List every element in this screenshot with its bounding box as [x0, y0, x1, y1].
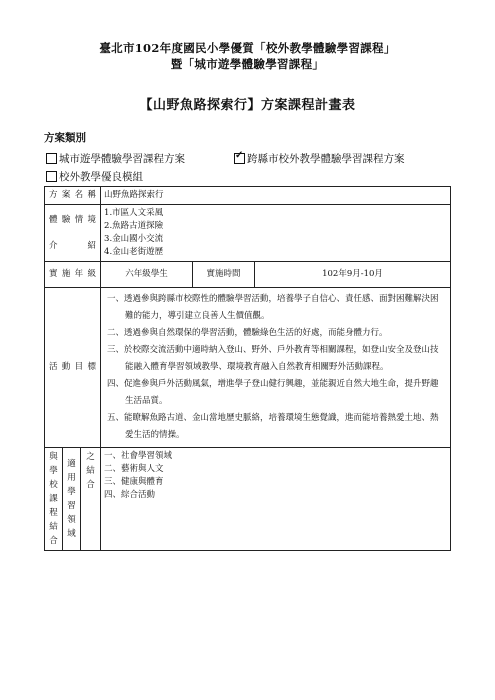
table-row-intro	[45, 205, 451, 262]
goal-item: 四、促進參與戶外活動風氣，增進學子登山健行興趣，並能親近自然大地生命，提升野趣生活品質。	[107, 379, 439, 406]
checkbox-checked-icon[interactable]	[234, 153, 245, 164]
goal-item: 三、於校際交流活動中適時納入登山、野外、戶外教育等相關課程，如登山安全及登山技能融入體育學習領域教學、環境教育融入自然教育相關野外活動課程。	[107, 345, 439, 372]
intro-items	[101, 205, 451, 262]
category-label: 方案類別	[44, 132, 86, 144]
header-line-2: 暨「城市遊學體驗學習課程」	[170, 57, 325, 71]
time-value: 102年9月-10月	[255, 262, 451, 288]
goal-item: 二、透過參與自然環保的學習活動，體驗綠色生活的好處，而能身體力行。	[107, 328, 388, 338]
list-item: 三、健康與體育	[104, 477, 164, 487]
goals-label: 活動目標	[45, 288, 101, 448]
area-label: 適用學習領域	[63, 448, 81, 551]
category-option-cross-county[interactable]	[234, 151, 405, 166]
table-row-target	[45, 262, 451, 288]
list-item: 4.金山老街遊歷	[104, 247, 164, 257]
goal-item: 一、透過參與跨縣市校際性的體驗學習活動，培養學子自信心、責任感、面對困難解決困難的能力，導引建立良善人生價值觀。	[107, 294, 439, 321]
header-line-1: 臺北市102年度國民小學優質「校外教學體驗學習課程」	[99, 41, 396, 55]
plan-title: 【山野魚路探索行】方案課程計畫表	[139, 98, 356, 113]
areas-list	[101, 448, 451, 551]
table-row-curriculum	[45, 448, 451, 551]
combine-label: 之結合	[81, 448, 101, 551]
table-row-goals	[45, 288, 451, 448]
category-option-module[interactable]	[46, 169, 143, 184]
list-item: 2.魚路古道探險	[104, 221, 164, 231]
goals-list	[101, 288, 451, 448]
list-item: 3.金山國小交流	[104, 234, 164, 244]
category-option-label: 城市遊學體驗學習課程方案	[59, 153, 185, 165]
target-label: 實施年級	[45, 262, 101, 288]
list-item: 一、社會學習領域	[104, 451, 173, 461]
plan-table	[44, 186, 451, 551]
checkbox-unchecked-icon[interactable]	[46, 153, 57, 164]
list-item: 1.市區人文采風	[104, 208, 164, 218]
category-option-label: 跨縣市校外教學體驗學習課程方案	[247, 153, 405, 165]
time-label: 實施時間	[193, 262, 255, 288]
curriculum-label: 與學校課程結合	[45, 448, 63, 551]
intro-label: 體驗情境 介紹	[45, 205, 101, 262]
category-option-city[interactable]	[46, 151, 185, 166]
name-label: 方案名稱	[45, 187, 101, 205]
list-item: 二、藝術與人文	[104, 464, 164, 474]
list-item: 四、綜合活動	[104, 490, 156, 500]
name-value: 山野魚路探索行	[101, 187, 451, 205]
table-row-name	[45, 187, 451, 205]
target-value: 六年級學生	[101, 262, 193, 288]
category-option-label: 校外教學優良模組	[59, 171, 143, 183]
goal-item: 五、能瞭解魚路古道、金山當地歷史脈絡，培養環境生態覺識，進而能培養熱愛土地、熱愛生活的情操。	[107, 413, 439, 440]
checkbox-unchecked-icon[interactable]	[46, 171, 57, 182]
